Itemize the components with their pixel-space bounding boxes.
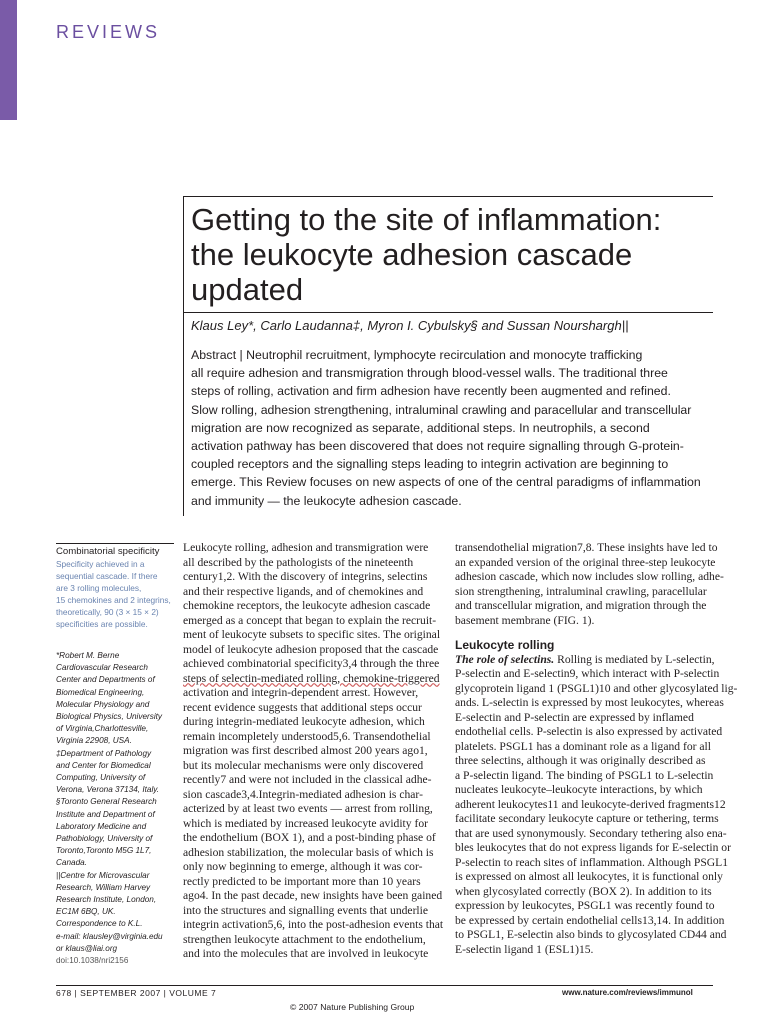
body-line: E-selectin ligand 1 (ESL1)15. [455,942,594,956]
body-line: and into the molecules that are involved in leukocyte [183,947,429,960]
body-line: sion strengthening, intraluminal crawling, paracellular [455,584,707,598]
title-left-rule [183,196,184,516]
title-line: Getting to the site of inflammation: [191,202,662,237]
body-line: migration was first described almost 200 years ago1, [183,744,428,757]
body-line: is expressed on almost all leukocytes, it is functional only [455,870,723,883]
body-line: an expanded version of the original three-step leukocyte [455,555,716,569]
body-line: emerged as a concept that began to explain the recruit- [183,613,437,627]
body-line: chemokine receptors, the leukocyte adhesion cascade [183,599,431,612]
title-top-rule [183,196,713,197]
affiliation-line: *Robert M. Berne [56,651,120,660]
affiliation-email[interactable]: e-mail: klausley@virginia.edu [56,931,163,941]
affiliation-line: Center and Departments of [56,675,155,685]
glossary-line: 15 chemokines and 2 integrins, [56,595,171,605]
body-line: but its molecular mechanisms were only discovered [183,758,424,772]
body-line: only now beginning to emerge, although it was cor- [183,860,423,873]
abstract-line: migration are now recognized as separate, additional steps. In neutrophils, a second [191,420,650,435]
body-line: ands. L-selectin is expressed by most leukocytes, whereas [455,696,724,709]
body-line: rectly predicted to be important more than 10 years [183,874,421,888]
body-line: sion cascade3,4.Integrin-mediated adhesion is char- [183,787,423,801]
title-line: updated [191,272,304,307]
affiliation-line: Verona, Verona 37134, Italy. [56,785,160,795]
glossary-line: Specificity achieved in a [56,559,145,569]
spacer [455,628,713,638]
title-bottom-rule [183,312,713,313]
affiliation-line: ‡Department of Pathology [56,748,152,758]
glossary-definition [56,558,171,630]
body-line: adherent leukocytes11 and leukocyte-derived fragments12 [455,797,726,811]
body-line: which is mediated by increased leukocyte avidity for [183,816,428,830]
affiliation-line: EC1M 6BQ, UK. [56,907,116,917]
affiliation-line: Institute and Department of [56,809,155,819]
body-line: bles leukocytes that do not express ligands for E-selectin or [455,841,731,854]
footer-rule [56,985,713,986]
abstract-line: and immunity — the leukocyte adhesion cascade. [191,493,462,508]
subheading: The role of selectins. [455,652,555,666]
body-line: Rolling is mediated by L-selectin, [554,652,715,666]
abstract-line: steps of rolling, activation and firm adhesion have recently been augmented and refined. [191,384,671,399]
copyright: © 2007 Nature Publishing Group [290,1002,415,1012]
body-line: during integrin-mediated leukocyte adhesion, which [183,715,425,728]
abstract-line: activation pathway has been discovered that does not require signalling through G-protein- [191,439,684,454]
body-line: P-selectin to reach sites of inflammation. Although PSGL1 [455,855,729,869]
body-line: remain incompletely understood5,6. Transendothelial [183,729,431,743]
body-line: adhesion cascade, which now includes slow rolling, adhe- [455,570,724,583]
body-line: facilitate secondary leukocyte capture or tethering, terms [455,812,719,825]
footer-page-info: 678 | SEPTEMBER 2007 | VOLUME 7 [56,988,217,998]
body-line: E-selectin and P-selectin are expressed by inflamed [455,710,694,724]
body-line: steps of selectin-mediated rolling, chemokine-triggered [183,671,440,685]
abstract-line: Abstract | Neutrophil recruitment, lymphocyte recirculation and monocyte trafficking [191,348,643,362]
affiliation-line: Molecular Physiology and [56,699,150,709]
body-line: into the structures and signalling events that underlie [183,903,429,917]
body-line: and transcellular migration, and migration through the [455,599,707,612]
body-line: model of leukocyte adhesion proposed that the cascade [183,642,439,656]
body-line: glycoprotein ligand 1 (PSGL1)10 and other glycosylated lig- [455,681,738,695]
body-line: all described by the pathologists of the nineteenth [183,555,414,569]
affiliation-line: Toronto,Toronto M5G 1L7, [56,846,152,856]
section-heading: Leukocyte rolling [455,638,555,652]
affiliation-line: Biological Physics, University [56,712,163,722]
doi[interactable]: doi:10.1038/nri2156 [56,956,129,966]
paragraph-first-line [455,653,713,668]
affiliation-line: Canada. [56,858,87,868]
affiliation-line: Laboratory Medicine and [56,821,147,831]
body-line: century1,2. With the discovery of integrins, selectins [183,570,428,583]
abstract-line: emerge. This Review focuses on new aspects of one of the central paradigms of inflammation [191,475,701,490]
body-line: nucleates leukocyte–leukocyte interactions, by which [455,783,703,796]
affiliation-line: Biomedical Engineering, [56,687,145,697]
article-title [191,202,711,307]
affiliation-line: §Toronto General Research [56,797,157,807]
body-line: Leukocyte rolling, adhesion and transmigration were [183,541,429,554]
body-line: adhesion stabilization, the molecular basis of which is [183,845,434,859]
body-line: integrin activation5,6, into the post-adhesion events that [183,918,444,931]
affiliation-line: Research Institute, London, [56,895,157,905]
author-list: Klaus Ley*, Carlo Laudanna‡, Myron I. Cybulsky§ and Sussan Nourshargh|| [191,318,629,333]
body-line: endothelial cells. P-selectin is also expressed by activated [455,725,723,738]
body-line: be expressed by certain endothelial cells13,14. In addition [455,913,725,927]
glossary-line: are 3 rolling molecules, [56,583,142,593]
abstract [191,346,716,510]
body-line: expression by leukocytes, PSGL1 was recently found to [455,899,715,912]
body-line: achieved combinatorial specificity3,4 through the three [183,657,440,670]
body-line-box-1-ref[interactable]: the endothelium (BOX 1), and a post-binding phase of [183,831,436,844]
affiliation-line: Research, William Harvey [56,882,151,892]
affiliation-email[interactable]: or klaus@liai.org [56,943,118,953]
body-line: ment of leukocyte subsets to specific sites. The original [183,628,441,641]
affiliation-line: Correspondence to K.L. [56,919,143,929]
body-line: recent evidence suggests that additional steps occur [183,700,422,714]
affiliation-line: Computing, University of [56,773,146,783]
glossary-line: theoretically, 90 (3 × 15 × 2) [56,607,159,617]
abstract-line: coupled receptors and the signalling steps leading to integrin activation are beginning to [191,457,669,472]
title-line: the leukocyte adhesion cascade [191,237,633,272]
body-line: recently7 and were not included in the classical adhe- [183,773,432,786]
body-line: three selectins, although it was originally described as [455,754,706,767]
section-label: REVIEWS [56,22,161,42]
body-line: and their respective ligands, and of chemokines and [183,584,424,598]
abstract-line: Slow rolling, adhesion strengthening, intraluminal crawling and paracellular and transcellular [191,402,692,417]
body-line: acterized by at least two events — arrest from rolling, [183,802,433,815]
affiliation-line: and Center for Biomedical [56,760,151,770]
body-line-fig-1-ref[interactable]: basement membrane (FIG. 1). [455,613,595,627]
glossary-rule [56,543,174,544]
body-line: a P-selectin ligand. The binding of PSGL1 to L-selectin [455,768,714,782]
affiliation-line: Virginia 22908, USA. [56,736,132,746]
body-line: ago4. In the past decade, new insights have been gained [183,889,443,902]
affiliation-line: Cardiovascular Research [56,663,148,673]
body-line-box-2-ref[interactable]: when glycosylated correctly (BOX 2). In addition to its [455,884,712,898]
body-line: that are used synonymously. Secondary tethering also ena- [455,826,727,840]
glossary-line: specificities are possible. [56,619,148,629]
affiliations [56,650,163,967]
section-color-bar [0,0,17,120]
body-line: activation and integrin-dependent arrest. However, [183,686,419,699]
body-line: platelets. PSGL1 has a dominant role as a ligand for all [455,739,711,753]
affiliation-line: ||Centre for Microvascular [56,870,150,880]
body-line: P-selectin and E-selectin9, which interact with P-selectin [455,667,720,680]
footer-url[interactable]: www.nature.com/reviews/immunol [562,988,693,997]
glossary-line: sequential cascade. If there [56,571,158,581]
abstract-line: all require adhesion and transmigration through blood-vessel walls. The traditional three [191,366,668,381]
body-line: strengthen leukocyte attachment to the endothelium, [183,932,426,946]
body-line: to PSGL1, E-selectin also binds to glycosylated CD44 and [455,928,727,941]
body-line: transendothelial migration7,8. These insights have led to [455,541,718,554]
affiliation-line: Pathobiology, University of [56,834,153,844]
body-column-1 [183,541,444,962]
glossary-term: Combinatorial specificity [56,546,160,557]
body-column-2 [455,541,738,957]
affiliation-line: of Virginia,Charlottesville, [56,724,149,734]
